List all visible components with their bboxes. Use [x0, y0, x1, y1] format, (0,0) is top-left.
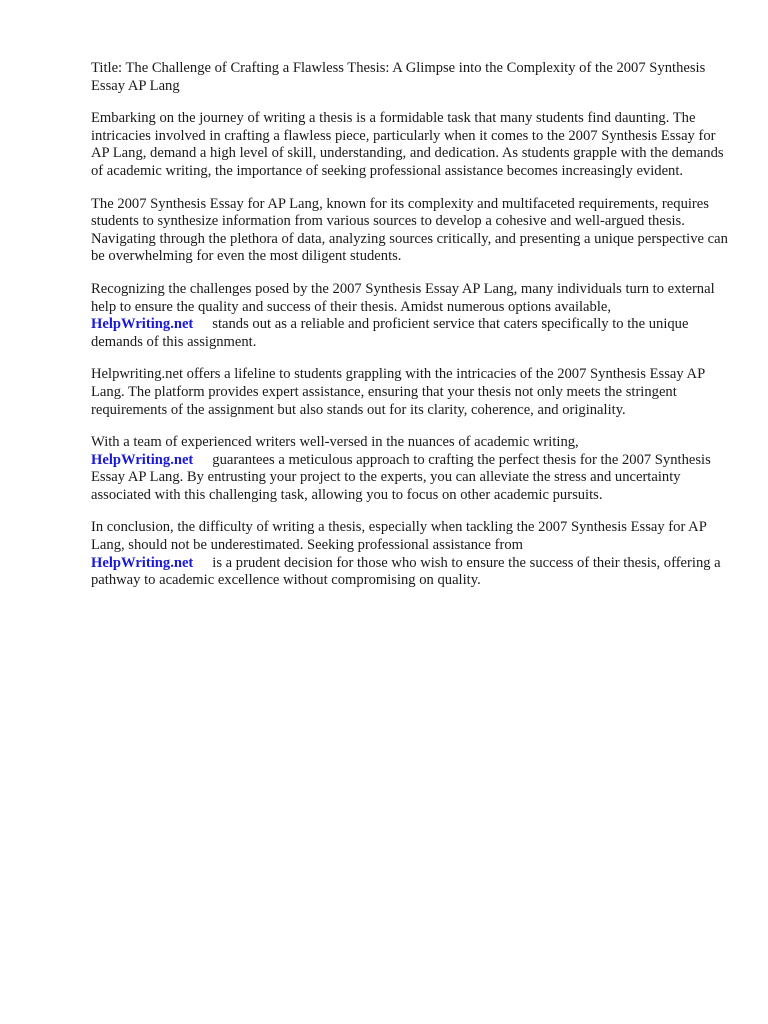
- paragraph-text-before-link: Recognizing the challenges posed by the 2007 Synthesis Essay AP Lang, many individuals turn to external help to ensure the quality and success of their thesis. Amidst numerous options available,: [91, 280, 715, 315]
- helpwriting-link[interactable]: HelpWriting.net: [91, 554, 194, 571]
- document-title: Title: The Challenge of Crafting a Flawless Thesis: A Glimpse into the Complexity of the 2007 Synthesis Essay AP Lang: [91, 60, 706, 94]
- helpwriting-link[interactable]: HelpWriting.net: [91, 451, 194, 468]
- paragraph-text-after-link: is a prudent decision for those who wish to ensure the success of their thesis, offering a pathway to academic excellence without compromising on quality.: [91, 554, 721, 589]
- document-body: [91, 60, 731, 605]
- paragraph-text-before-link: With a team of experienced writers well-versed in the nuances of academic writing,: [91, 434, 579, 451]
- paragraph-writers-team: [91, 434, 731, 504]
- paragraph-external-help: [91, 281, 731, 351]
- paragraph-conclusion: [91, 519, 731, 589]
- paragraph-intro: Embarking on the journey of writing a thesis is a formidable task that many students find daunting. The intricacies involved in crafting a flawless piece, particularly when it comes to the 2007 Synthesis Essay for AP Lang, demand a high level of skill, understanding, and dedication. As students grapple with the demands of academic writing, the importance of seeking professional assistance becomes increasingly evident.: [91, 110, 724, 179]
- paragraph-text-after-link: guarantees a meticulous approach to crafting the perfect thesis for the 2007 Synthesis Essay AP Lang. By entrusting your project to the experts, you can alleviate the stress and uncertainty associated with this challenging task, allowing you to focus on other academic pursuits.: [91, 451, 711, 503]
- paragraph-text-after-link: stands out as a reliable and proficient service that caters specifically to the unique demands of this assignment.: [91, 316, 689, 350]
- paragraph-text-before-link: In conclusion, the difficulty of writing a thesis, especially when tackling the 2007 Synthesis Essay for AP Lang, should not be underestimated. Seeking professional assistance from: [91, 519, 707, 554]
- helpwriting-link[interactable]: HelpWriting.net: [91, 316, 194, 333]
- paragraph-lifeline: Helpwriting.net offers a lifeline to students grappling with the intricacies of the 2007 Synthesis Essay AP Lang. The platform provides expert assistance, ensuring that your thesis not only meets the stringent requirements of the assignment but also stands out for its clarity, coherence, and originality.: [91, 366, 705, 418]
- paragraph-synthesis-essay: The 2007 Synthesis Essay for AP Lang, known for its complexity and multifaceted requirements, requires students to synthesize information from various sources to develop a cohesive and well-argued thesis. Navigating through the plethora of data, analyzing sources critically, and presenting a unique perspective can be overwhelming for even the most diligent students.: [91, 195, 728, 265]
